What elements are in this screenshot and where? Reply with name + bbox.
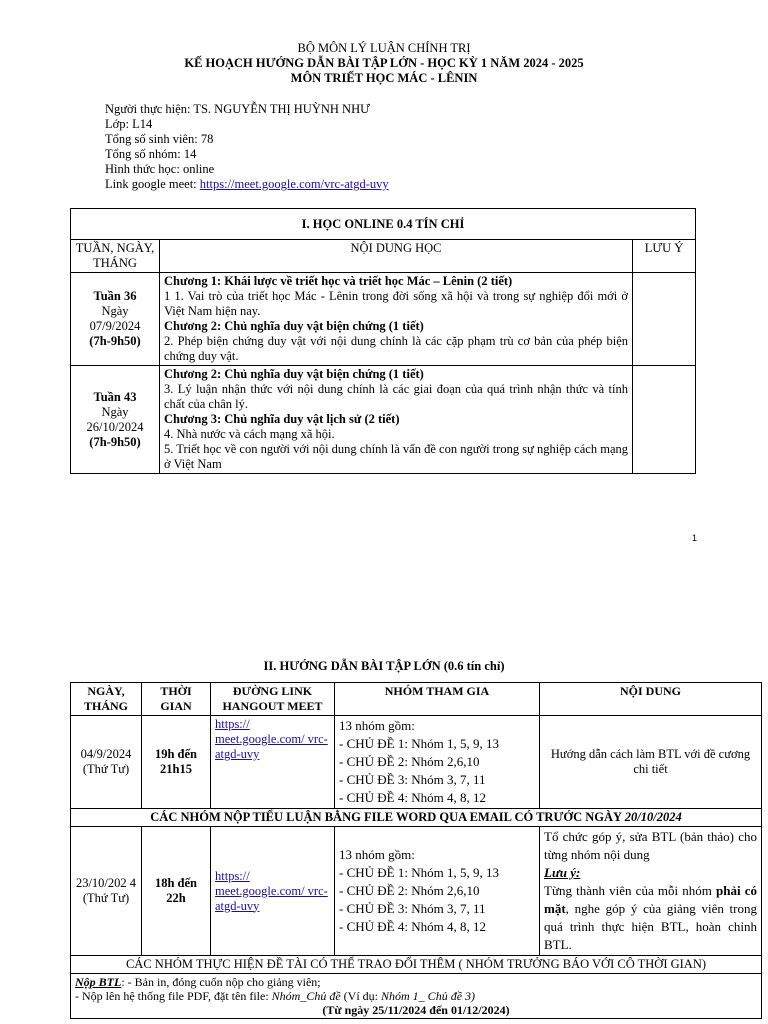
content-part: , nghe góp ý của giảng viên trong quá trình thực hiện BTL, hoàn chỉnh BTL.	[544, 901, 757, 952]
time-label: (7h-9h50)	[89, 434, 141, 449]
week-cell	[71, 273, 160, 366]
table2-title: II. HƯỚNG DẪN BÀI TẬP LỚN (0.6 tín chỉ)	[263, 659, 505, 673]
date-label: 26/10/2024	[86, 419, 144, 434]
table-row	[71, 716, 762, 809]
submit-line	[75, 975, 757, 989]
page-number: 1	[692, 533, 698, 543]
col-groups-header: NHÓM THAM GIA	[335, 683, 540, 716]
time-cell: 18h đến 22h	[142, 827, 211, 956]
submit-text: - Nộp lên hệ thống file PDF, đặt tên file:	[75, 989, 272, 1003]
col-content-header: NỘI DUNG	[540, 683, 762, 716]
table-row	[71, 827, 762, 956]
students-line: Tổng số sinh viên: 78	[105, 132, 214, 146]
content-cell: Hướng dẫn cách làm BTL với đề cương chi tiết	[540, 716, 762, 809]
groups-intro: 13 nhóm gồm:	[339, 847, 415, 862]
content-cell	[160, 273, 633, 366]
meet-link[interactable]: https:// meet.google.com/ vrc-atgd-uvy	[215, 717, 328, 761]
content-part: Từng thành viên của mỗi nhóm	[544, 883, 716, 898]
content-cell	[160, 366, 633, 474]
lecturer-line: Người thực hiện: TS. NGUYỄN THỊ HUỲNH NHƯ	[105, 102, 370, 116]
online-schedule-table	[70, 208, 696, 474]
deadline-row	[71, 809, 762, 827]
plan-title: KẾ HOẠCH HƯỚNG DẪN BÀI TẬP LỚN - HỌC KỲ 1 NĂM 2024 - 2025	[184, 56, 584, 70]
list-item: - CHỦ ĐỀ 3: Nhóm 3, 7, 11	[339, 901, 486, 916]
chapter-title: Chương 3: Chủ nghĩa duy vật lịch sử (2 tiết)	[164, 412, 400, 426]
chapter-text: 2. Phép biện chứng duy vật với nội dung chính là các cặp phạm trù cơ bản của phép biện chứng duy vật.	[164, 334, 628, 363]
weekday-label: (Thứ Tư)	[82, 891, 130, 905]
note-cell	[633, 273, 696, 366]
assignment-table	[70, 682, 762, 1019]
submit-filename: Nhóm_Chủ đề	[271, 989, 341, 1003]
list-item: - CHỦ ĐỀ 2: Nhóm 2,6,10	[339, 883, 480, 898]
list-item: - CHỦ ĐỀ 4: Nhóm 4, 8, 12	[339, 919, 486, 934]
col-link-header: ĐƯỜNG LINK HANGOUT MEET	[211, 683, 335, 716]
day-label: Ngày	[101, 304, 129, 318]
col-note-header: LƯU Ý	[633, 240, 696, 273]
deadline-text: CÁC NHÓM NỘP TIỂU LUẬN BẰNG FILE WORD QUA EMAIL CÓ TRƯỚC NGÀY	[150, 810, 625, 824]
list-item: - CHỦ ĐỀ 4: Nhóm 4, 8, 12	[339, 790, 486, 805]
submit-dates: (Từ ngày 25/11/2024 đến 01/12/2024)	[322, 1003, 510, 1017]
submit-text: : - Bản in, đóng cuốn nộp cho giảng viên;	[121, 975, 321, 989]
table1-title: I. HỌC ONLINE 0.4 TÍN CHỈ	[71, 209, 696, 240]
exchange-row: CÁC NHÓM THỰC HIỆN ĐỀ TÀI CÓ THỂ TRAO ĐỔI THÊM ( NHÓM TRƯỞNG BÁO VỚI CÔ THỜI GIAN)	[71, 956, 762, 974]
note-cell	[633, 366, 696, 474]
groups-cell	[335, 716, 540, 809]
class-line: Lớp: L14	[105, 117, 153, 131]
week-cell	[71, 366, 160, 474]
groups-cell	[335, 827, 540, 956]
subject-title: MÔN TRIẾT HỌC MÁC - LÊNIN	[290, 71, 478, 85]
time-cell: 19h đến 21h15	[142, 716, 211, 809]
content-emphasis: phải có mặt	[544, 883, 757, 916]
chapter-title: Chương 1: Khái lược về triết học và triết học Mác – Lênin (2 tiết)	[164, 274, 513, 288]
list-item: - CHỦ ĐỀ 1: Nhóm 1, 5, 9, 13	[339, 865, 499, 880]
table-row	[71, 273, 696, 366]
submit-label: Nộp BTL	[75, 975, 122, 989]
week-label: Tuần 36	[93, 289, 137, 303]
deadline-date: 20/10/2024	[624, 810, 682, 824]
note-label: Lưu ý:	[544, 865, 581, 880]
list-item: - CHỦ ĐỀ 3: Nhóm 3, 7, 11	[339, 772, 486, 787]
col-date-header: NGÀY, THÁNG	[71, 683, 142, 716]
table-row	[71, 366, 696, 474]
meet-link-line	[105, 177, 389, 192]
col-time-header: THỜI GIAN	[142, 683, 211, 716]
chapter-text: 4. Nhà nước và cách mạng xã hội.	[164, 427, 335, 441]
day-label: Ngày	[101, 404, 129, 419]
chapter-text: 3. Lý luận nhận thức với nội dung chính là các giai đoạn của quá trình nhận thức và tính chất của chân lý.	[164, 382, 628, 411]
date-cell	[71, 827, 142, 956]
format-line: Hình thức học: online	[105, 162, 215, 176]
content-text	[544, 882, 757, 954]
submit-example: Nhóm 1_ Chủ đề 3)	[381, 989, 476, 1003]
meet-link[interactable]: https:// meet.google.com/ vrc-atgd-uvy	[215, 868, 328, 913]
content-cell	[540, 827, 762, 956]
content-text: Tổ chức góp ý, sửa BTL (bản thảo) cho từng nhóm nội dung	[544, 829, 757, 862]
chapter-text: 1 1. Vai trò của triết học Mác - Lênin trong đời sống xã hội và trong sự nghiệp đổi mới ở Việt Nam hiện nay.	[164, 289, 628, 318]
col-week-header: TUẦN, NGÀY, THÁNG	[71, 240, 160, 273]
department-title: BỘ MÔN LÝ LUẬN CHÍNH TRỊ	[297, 41, 471, 55]
meet-link-label: Link google meet:	[105, 177, 200, 191]
list-item: - CHỦ ĐỀ 2: Nhóm 2,6,10	[339, 754, 480, 769]
submit-line	[75, 989, 757, 1003]
groups-intro: 13 nhóm gồm:	[339, 718, 415, 733]
chapter-text: 5. Triết học về con người với nội dung chính là vấn đề con người trong sự nghiệp cách mạng ở Việt Nam	[164, 442, 628, 471]
link-cell	[211, 716, 335, 809]
time-label: (7h-9h50)	[89, 334, 141, 348]
list-item: - CHỦ ĐỀ 1: Nhóm 1, 5, 9, 13	[339, 736, 499, 751]
col-content-header: NỘI DUNG HỌC	[160, 240, 633, 273]
submit-row	[71, 974, 762, 1019]
submit-text: (Ví dụ:	[340, 989, 382, 1003]
weekday-label: (Thứ Tư)	[82, 762, 130, 776]
link-cell	[211, 827, 335, 956]
groups-line: Tổng số nhóm: 14	[105, 147, 197, 161]
meet-link[interactable]: https://meet.google.com/vrc-atgd-uvy	[199, 177, 389, 191]
chapter-title: Chương 2: Chủ nghĩa duy vật biện chứng (1 tiết)	[164, 319, 424, 333]
date-label: 23/10/202 4	[75, 876, 137, 890]
date-cell	[71, 716, 142, 809]
week-label: Tuần 43	[93, 389, 137, 404]
date-label: 07/9/2024	[89, 319, 141, 333]
date-label: 04/9/2024	[80, 747, 132, 761]
chapter-title: Chương 2: Chủ nghĩa duy vật biện chứng (1 tiết)	[164, 367, 424, 381]
